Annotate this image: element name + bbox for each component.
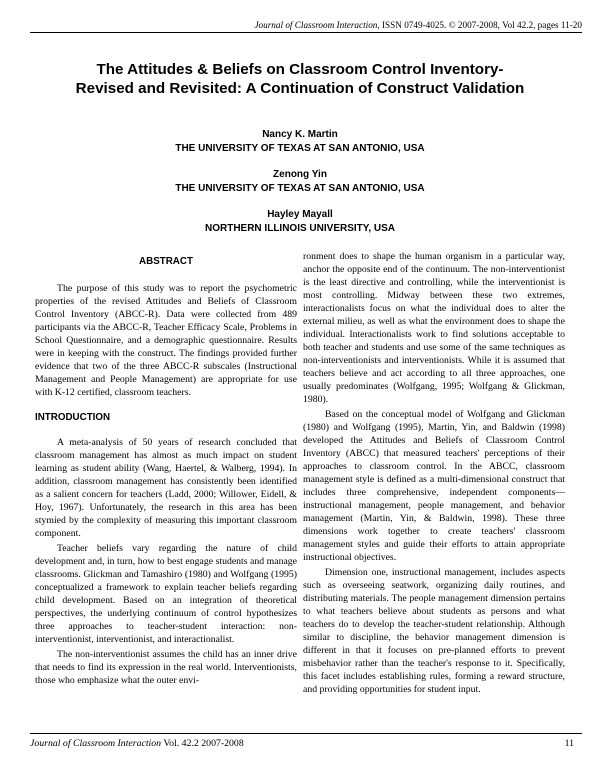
author-affiliation: NORTHERN ILLINOIS UNIVERSITY, USA [204, 223, 395, 234]
author-name: Nancy K. Martin [262, 129, 338, 140]
author-affiliation: THE UNIVERSITY OF TEXAS AT SAN ANTONIO, USA [175, 183, 425, 194]
footer-journal-name: Journal of Classroom Interaction [30, 738, 162, 749]
abstract-heading: ABSTRACT [139, 256, 193, 267]
abstract-text: The purpose of this study was to report the psychometric properties of the revised Attitudes and Beliefs of Classroom Control Inventory (ABCC-R). Data were collected from 489 participants via the ABCC-R, Teacher Efficacy Scale, Problems in School Questionnaire, and a demographic questionnaire. Results were in keeping with the construct. The findings provided further evidence that two of the three ABCC-R subscales (Instructional Management and People Management) are appropriate for use with K-12 certified, classroom teachers. [35, 283, 297, 398]
author-block-2 [30, 168, 570, 196]
page-number: 11 [564, 738, 574, 749]
running-header [30, 20, 582, 30]
author-name: Hayley Mayall [267, 209, 333, 220]
intro-paragraph: A meta-analysis of 50 years of research concluded that classroom management has almost as much impact on student learning as student ability (Wang, Haertel, & Walberg, 1994). In addition, classroom management has consistently been identified as a salient concern for teachers (Ladd, 2000; Willower, Eidell, & Hoy, 1967). Unfortunately, the research in this area has been stymied by the complexity of measuring this important classroom component. [35, 437, 297, 539]
intro-paragraph: The non-interventionist assumes the child has an inner drive that needs to find its expression in the real world. Interventionists, those who emphasize what the outer envi- [35, 649, 297, 686]
body-paragraph: Based on the conceptual model of Wolfgang and Glickman (1980) and Wolfgang (1995), Martin, Yin, and Baldwin (1998) developed the Attitudes and Beliefs of Classroom Control Inventory (ABCC) that measured teachers' perceptions of their approaches to classroom control. In the ABCC, classroom management style is defined as a multi-dimensional construct that includes three comprehensive, independent components—instructional management, people management, and behavior management (Martin, Yin, & Baldwin, 1998). These three dimensions work together to create teachers' classroom management styles and guide their efforts to attain appropriate instructional objectives. [303, 409, 565, 563]
footer-volume: Vol. 42.2 2007-2008 [161, 738, 244, 749]
body-paragraph: ronment does to shape the human organism in a particular way, anchor the opposite end of the continuum. The non-interventionist is the least directive and controlling, while the interventionist is most controlling. Midway between these two extremes, interactionalists focus on what the individual does to alter the external milieu, as well as what the environment does to shape the individual. Interactionalists work to find solutions acceptable to both teacher and students and use some of the same techniques as non-interventionists and interventionists. While it is assumed that teachers believe and act according to all three approaches, one usually predominates (Wolfgang, 1995; Wolfgang & Glickman, 1980). [303, 251, 565, 405]
right-column [303, 250, 565, 698]
title-line-2: Revised and Revisited: A Continuation of Construct Validation [75, 80, 525, 97]
title-line-1: The Attitudes & Beliefs on Classroom Control Inventory- [96, 61, 504, 78]
author-block-3 [30, 208, 570, 236]
introduction-heading: INTRODUCTION [35, 412, 111, 423]
author-name: Zenong Yin [273, 169, 327, 180]
author-block-1 [30, 128, 570, 156]
body-paragraph: Dimension one, instructional management, includes aspects such as overseeing seatwork, organizing daily routines, and distributing materials. The people management dimension pertains to what teachers believe about students as persons and what teachers do to develop the teacher-student relationship. Although similar to discipline, the behavior management dimension is different in that it focuses on pre-planned efforts to prevent misbehavior rather than the teacher's response to it. Specifically, this facet includes establishing rules, forming a reward structure, and providing opportunities for student input. [303, 567, 565, 695]
author-affiliation: THE UNIVERSITY OF TEXAS AT SAN ANTONIO, USA [175, 143, 425, 154]
article-title [40, 60, 560, 98]
header-journal-details: , ISSN 0749-4025. © 2007-2008, Vol 42.2, pages 11-20 [377, 20, 582, 30]
footer-divider [30, 733, 582, 734]
header-divider [30, 32, 582, 33]
header-journal-name: Journal of Classroom Interaction [254, 20, 378, 30]
left-column [35, 255, 297, 689]
running-footer [30, 738, 582, 749]
intro-paragraph: Teacher beliefs vary regarding the nature of child development and, in turn, how to best engage students and manage classrooms. Glickman and Tamashiro (1980) and Wolfgang (1995) conceptualized a framework to explain teacher beliefs regarding child development. Based on an integration of theoretical perspectives, the underlying continuum of control hypothesizes three approaches to teacher-student interaction: non-interventionist, interventionist, and interactionalist. [35, 543, 297, 645]
